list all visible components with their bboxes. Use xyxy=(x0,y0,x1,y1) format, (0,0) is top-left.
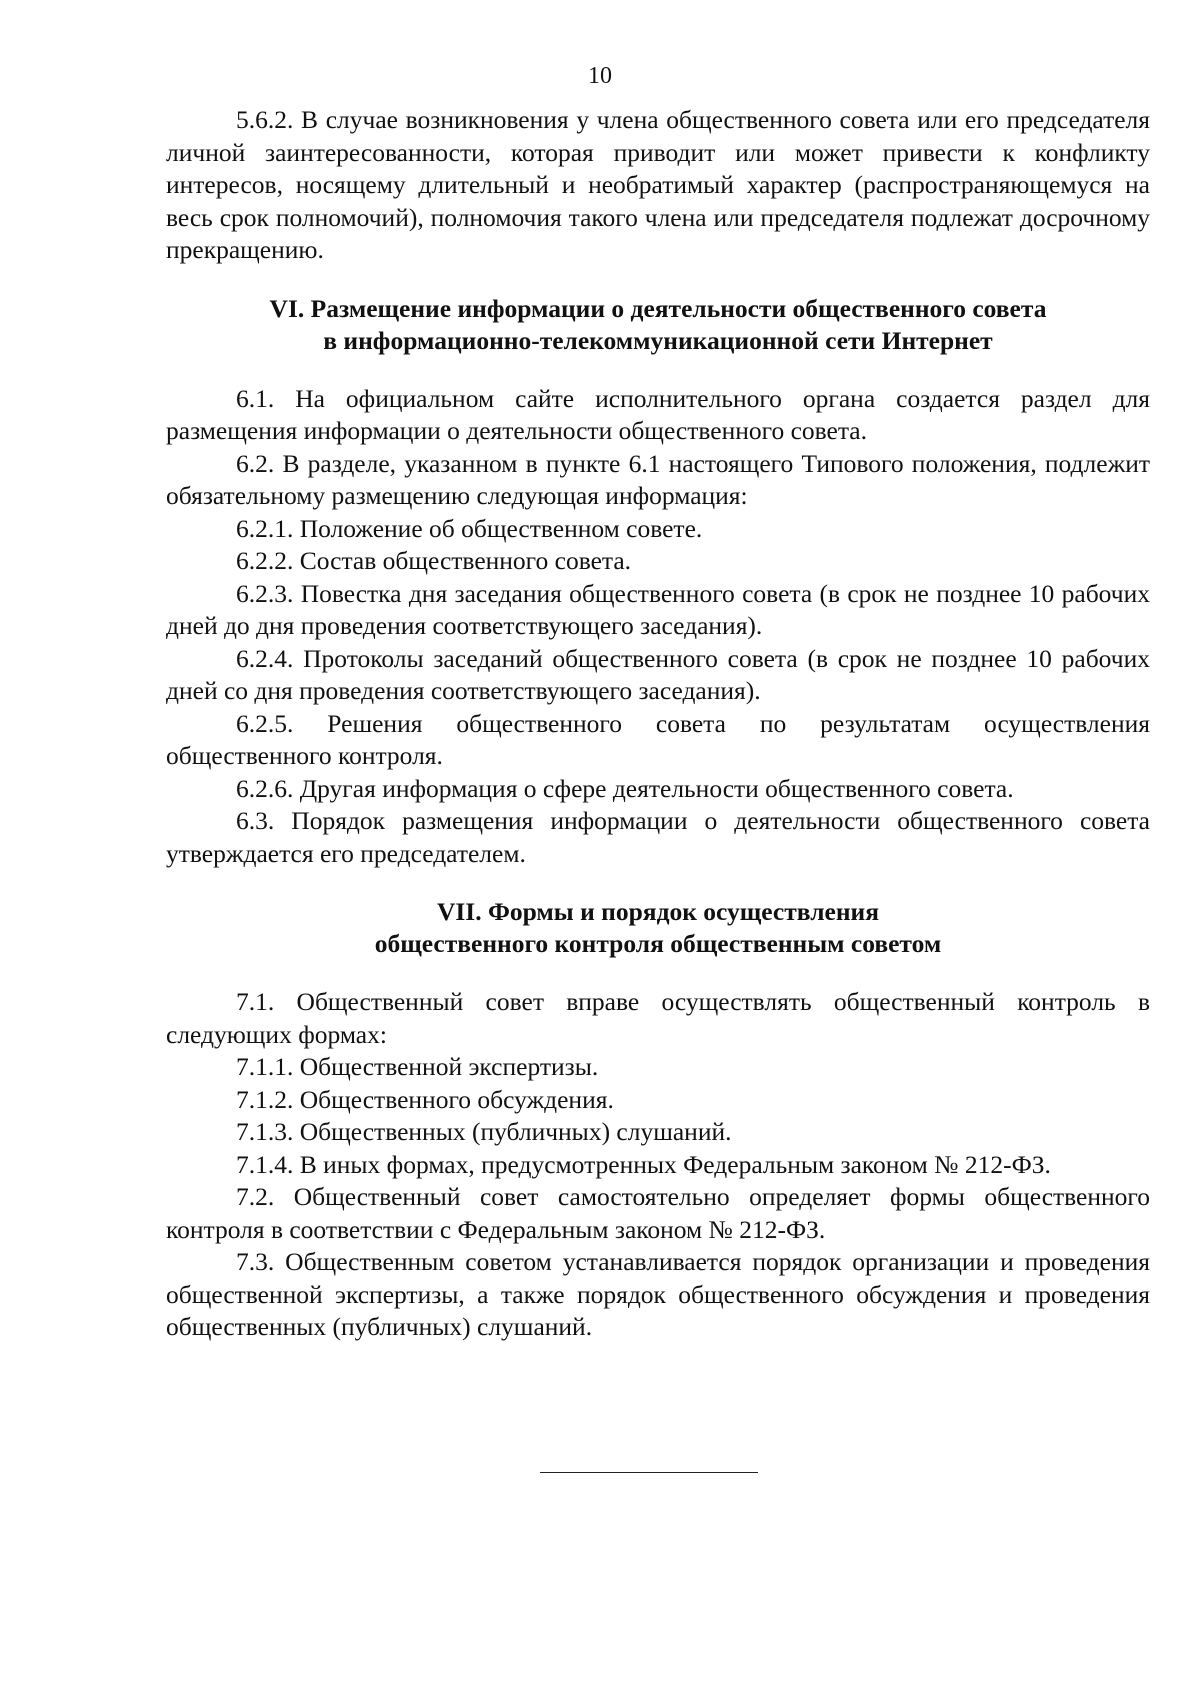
paragraph-6-2-1: 6.2.1. Положение об общественном совете. xyxy=(236,513,703,543)
paragraph-5-6-2: 5.6.2. В случае возникновения у члена общественного совета или его председателя личной заинтересованности, которая приводит или может привести к конфликту интересов, носящему длительный и необратимый характер (распространяющемуся на весь срок полномочий), полномочия такого члена или председателя подлежат досрочному прекращению. xyxy=(166,105,1150,264)
paragraph-6-3: 6.3. Порядок размещения информации о деятельности общественного совета утверждается его председателем. xyxy=(166,806,1150,868)
section-heading-vii-line-2: общественного контроля общественным советом xyxy=(374,929,942,958)
paragraph-7-1: 7.1. Общественный совет вправе осуществлять общественный контроль в следующих формах: xyxy=(166,987,1150,1049)
paragraph-7-1-4: 7.1.4. В иных формах, предусмотренных Федеральным законом № 212-ФЗ. xyxy=(236,1149,1051,1179)
document-body xyxy=(166,104,1150,1344)
end-of-document-rule xyxy=(540,1472,758,1473)
section-heading-vi xyxy=(166,293,1150,357)
page-number: 10 xyxy=(588,63,612,89)
section-heading-vi-line-2: в информационно-телекоммуникационной сети Интернет xyxy=(323,325,993,355)
paragraph-7-1-2: 7.1.2. Общественного обсуждения. xyxy=(236,1084,614,1114)
paragraph-6-1: 6.1. На официальном сайте исполнительного органа создается раздел для размещения информации о деятельности общественного совета. xyxy=(166,383,1150,445)
section-heading-vii xyxy=(166,896,1150,960)
paragraph-6-2-4: 6.2.4. Протоколы заседаний общественного совета (в срок не позднее 10 рабочих дней со дня проведения соответствующего заседания). xyxy=(166,643,1150,705)
section-heading-vi-line-1: VI. Размещение информации о деятельности общественного совета xyxy=(269,293,1047,323)
paragraph-7-1-1: 7.1.1. Общественной экспертизы. xyxy=(236,1052,599,1081)
section-heading-vii-line-1: VII. Формы и порядок осуществления xyxy=(436,897,880,926)
paragraph-7-1-3: 7.1.3. Общественных (публичных) слушаний. xyxy=(236,1117,732,1146)
paragraph-6-2-2: 6.2.2. Состав общественного совета. xyxy=(236,546,632,575)
paragraph-7-2: 7.2. Общественный совет самостоятельно определяет формы общественного контроля в соответствии с Федеральным законом № 212-ФЗ. xyxy=(166,1182,1150,1244)
paragraph-7-3: 7.3. Общественным советом устанавливается порядок организации и проведения общественной экспертизы, а также порядок общественного обсуждения и проведения общественных (публичных) слушаний. xyxy=(166,1247,1150,1341)
paragraph-6-2-5: 6.2.5. Решения общественного совета по результатам осуществления общественного контроля. xyxy=(166,708,1150,770)
paragraph-6-2-3: 6.2.3. Повестка дня заседания общественного совета (в срок не позднее 10 рабочих дней до дня проведения соответствующего заседания). xyxy=(166,578,1150,640)
paragraph-6-2: 6.2. В разделе, указанном в пункте 6.1 настоящего Типового положения, подлежит обязательному размещению следующая информация: xyxy=(166,448,1150,510)
paragraph-6-2-6: 6.2.6. Другая информация о сфере деятельности общественного совета. xyxy=(236,773,1014,803)
